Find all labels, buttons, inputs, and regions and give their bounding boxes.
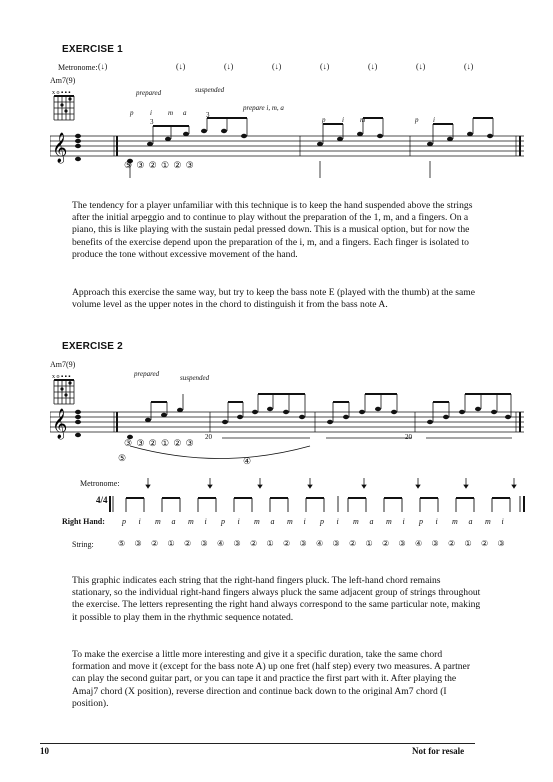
pattern-item: ③ [134,539,142,548]
staff-exercise-1 [50,96,524,186]
lower-circle: ④ [243,456,252,466]
chord-name-2: Am7(9) [50,360,76,369]
fingering-i: i [433,116,435,124]
fret-20: 20 [205,433,212,441]
pattern-item: i [336,517,339,526]
pattern-item: ② [448,539,456,548]
pattern-item: ② [250,539,258,548]
triplet-mark: 3 [206,111,210,119]
string-circle: ③ [124,438,134,448]
string-circle: ② [173,438,183,448]
right-hand-label: Right Hand: [62,517,105,526]
metronome-mark: (↓) [464,62,474,71]
triplet-mark: 3 [150,118,154,126]
metronome-mark: (↓) [224,62,234,71]
fret-20: 20 [405,433,412,441]
pattern-item: m [452,517,458,526]
fingering-a: a [183,109,187,117]
fingering-p: p [322,116,326,124]
pattern-item: ① [266,539,274,548]
string-circle: ⑤ [124,160,134,170]
fingering-m: m [168,109,174,117]
metronome-mark: (↓) [98,62,108,71]
metronome-mark: (↓) [368,62,378,71]
string-circle: ② [148,438,158,448]
pattern-item: m [188,517,194,526]
metronome-label-2: Metronome: [80,479,120,488]
right-hand-pattern [122,517,522,529]
pattern-item: ③ [299,539,307,548]
pattern-item: ③ [233,539,241,548]
string-circle: ③ [185,160,195,170]
pattern-item: ② [184,539,192,548]
pattern-item: ③ [431,539,439,548]
pattern-item: ② [349,539,357,548]
pattern-item: i [204,517,207,526]
string-circle: ① [160,438,171,448]
paragraph-4: To make the exercise a little more interesting and give it a specific duration, take the same chord formation and move it (except for the bass note A) up one fret (half step) every two measures. A partner can play the second guitar part, or you can tape it and practice the first part with it. After playing the Amaj7 chord (X position), reverse direction and continue back down to the original Am7 chord (I position). [72,649,471,709]
pattern-item: m [254,517,260,526]
string-pattern [118,539,522,551]
not-for-resale: Not for resale [412,746,465,756]
string-circle: ① [160,160,171,170]
suspended-label-1: suspended [195,86,225,94]
prepare-note-1: prepare i, m, a [243,104,284,112]
metronome-mark: (↓) [416,62,426,71]
string-circles-1 [124,160,195,171]
string-circle: ② [148,160,158,170]
string-circle: ③ [185,438,195,448]
time-signature: 4/4 [96,495,108,505]
pattern-item: ⑤ [118,539,126,548]
pattern-item: ② [481,539,489,548]
prepared-label-1: prepared [136,89,162,97]
pattern-item: ④ [316,539,324,548]
pattern-item: i [402,517,405,526]
metronome-arrows [140,476,520,490]
fingering-i: i [342,116,344,124]
footer-rule [40,743,475,744]
metronome-label-1: Metronome: [58,63,98,72]
pattern-item: m [287,517,293,526]
treble-clef-icon: 𝄞 [52,133,68,162]
rhythm-beams [108,494,528,514]
string-circle: ② [173,160,183,170]
pattern-item: a [270,517,275,526]
paragraph-2: Approach this exercise the same way, but try to keep the bass note E (played with the thumb) at the same volume level as the upper notes in the chord to distinguish it from the bass note A. [72,287,475,311]
treble-clef-icon: 𝄞 [52,409,68,438]
metronome-mark: (↓) [272,62,282,71]
metronome-marks-1 [58,62,518,74]
pattern-item: a [171,517,176,526]
pattern-item: ③ [332,539,340,548]
string-label: String: [72,540,94,549]
paragraph-3: This graphic indicates each string that the right-hand fingers pluck. The left-hand chord remains stationary, so the individual right-hand fingers always pluck the same adjacent group of strings throughout the exercise. The letters representing the right hand always correspond to the same particular note, making it possible to play them in the rhythmic sequence notated. [72,575,481,623]
pattern-item: p [122,517,126,526]
pattern-item: m [353,517,359,526]
page-number: 10 [40,746,49,756]
fingering-m: m [360,116,366,124]
pattern-item: ① [464,539,472,548]
pattern-item: ① [365,539,373,548]
pattern-item: m [386,517,392,526]
fingering-i: i [150,109,152,117]
pattern-item: m [155,517,161,526]
metronome-mark: (↓) [176,62,186,71]
pattern-item: i [501,517,504,526]
suspended-label-2: suspended [180,374,210,382]
string-circles-2 [124,438,195,449]
pattern-item: ③ [200,539,208,548]
pattern-item: a [369,517,374,526]
string-circle: ③ [136,160,146,170]
fingering-p: p [415,116,419,124]
pattern-item: p [320,517,324,526]
pattern-item: p [221,517,225,526]
string-circle: ③ [136,438,146,448]
pattern-item: ② [283,539,291,548]
pattern-item: i [303,517,306,526]
bass-circle: ⑤ [118,453,127,463]
exercise-1-title: EXERCISE 1 [62,44,123,55]
svg-text:x o ▪ ▪ ▪: x o ▪ ▪ ▪ [52,374,71,380]
pattern-item: a [468,517,473,526]
pattern-item: m [485,517,491,526]
pattern-item: i [237,517,240,526]
pattern-item: ③ [398,539,406,548]
pattern-item: p [419,517,423,526]
pattern-item: ④ [415,539,423,548]
pattern-item: ② [382,539,390,548]
paragraph-1: The tendency for a player unfamiliar with this technique is to keep the hand suspended above the strings after the initial arpeggio and to continue to play without the preparation of the 1, m, and a fingers. On a piano, this is like playing with the sustain pedal pressed down. This is a musical option, but for now the benefits of the exercise depend upon the preparation of the i, m, and a fingers. Each finger is isolated to produce the tone without excessive movement of the hand. [72,200,473,260]
pattern-item: ③ [497,539,505,548]
metronome-mark: (↓) [320,62,330,71]
pattern-item: i [138,517,141,526]
prepared-label-2: prepared [134,370,160,378]
pattern-item: ② [151,539,159,548]
exercise-2-title: EXERCISE 2 [62,341,123,352]
pattern-item: i [435,517,438,526]
chord-name-1: Am7(9) [50,76,76,85]
fingering-p: p [130,109,134,117]
pattern-item: ① [167,539,175,548]
svg-text:x o ▪ ▪ ▪: x o ▪ ▪ ▪ [52,90,71,96]
pattern-item: ④ [217,539,225,548]
